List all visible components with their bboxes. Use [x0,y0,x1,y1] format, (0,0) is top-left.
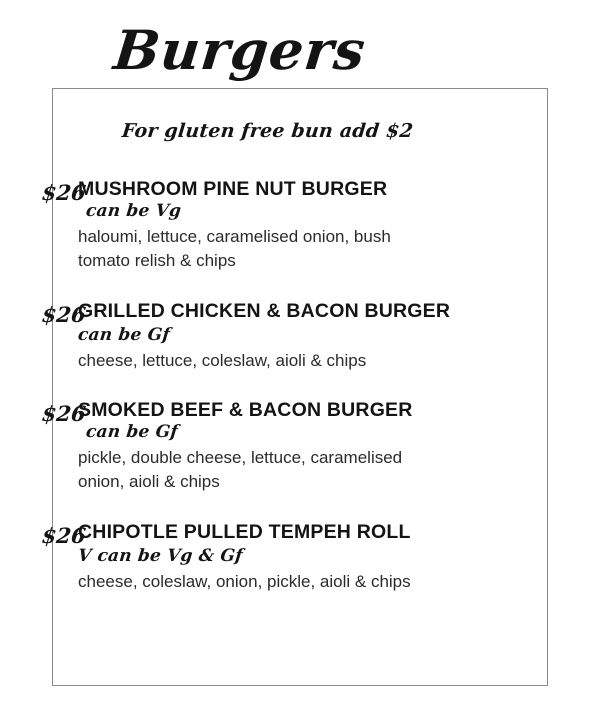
item-description: pickle, double cheese, lettuce, caramelised onion, aioli & chips [78,447,403,492]
item-dietary-tag: V can be Vg & Gf [76,545,244,566]
item-details [78,300,600,373]
item-name: MUSHROOM PINE NUT BURGER [78,178,388,200]
item-description: cheese, lettuce, coleslaw, aioli & chips [78,350,367,370]
gluten-free-note: For gluten free bun add $2 [120,120,415,142]
menu-item-list [0,178,600,594]
item-name: CHIPOTLE PULLED TEMPEH ROLL [78,521,411,544]
item-description: cheese, coleslaw, onion, pickle, aioli & chips [78,571,411,591]
item-dietary-tag: can be Gf [76,324,171,345]
list-item [0,521,600,594]
item-name: GRILLED CHICKEN & BACON BURGER [78,299,451,322]
item-details [78,178,600,274]
item-dietary-tag: can be Gf [84,421,179,442]
item-price: $26 [40,523,88,549]
page-title: Burgers [106,18,380,86]
list-item [0,178,600,274]
item-price: $26 [40,180,88,205]
item-price: $26 [40,301,88,327]
item-price: $26 [40,401,88,427]
item-name: SMOKED BEEF & BACON BURGER [78,399,413,422]
list-item [0,399,600,495]
item-dietary-tag: can be Vg [84,200,183,221]
item-details [78,399,600,495]
list-item [0,300,600,373]
item-description: haloumi, lettuce, caramelised onion, bush tomato relish & chips [78,226,391,271]
item-details [78,521,600,594]
